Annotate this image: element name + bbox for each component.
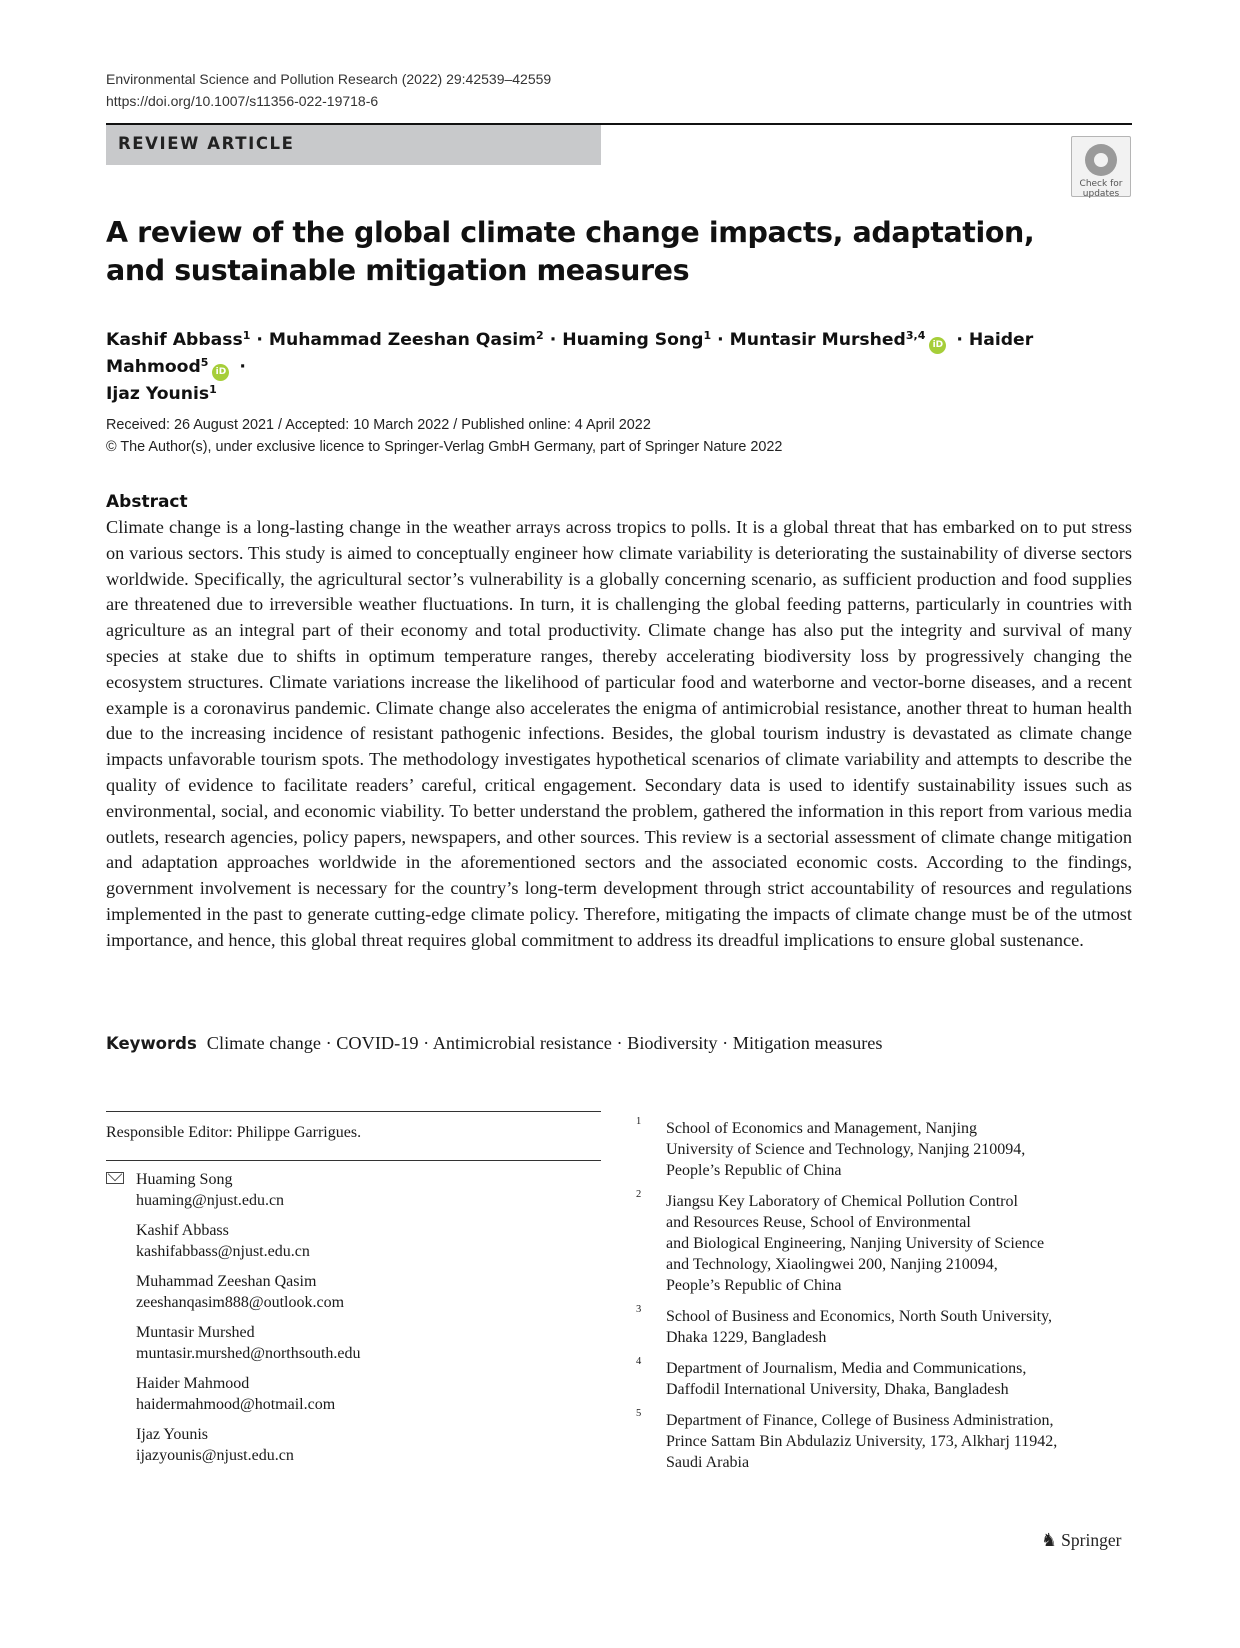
affiliation-number: 4 <box>636 1356 642 1367</box>
author-affiliation-sup: 3,4 <box>905 329 926 342</box>
doi-link[interactable]: https://doi.org/10.1007/s11356-022-19718-6 <box>106 93 379 109</box>
publisher-name: Springer <box>1061 1530 1122 1550</box>
author-list <box>106 327 1106 408</box>
contact-name: Muhammad Zeeshan Qasim <box>136 1273 317 1290</box>
contact-entry <box>136 1271 361 1313</box>
journal-header <box>106 68 551 112</box>
orcid-icon[interactable]: iD <box>929 337 946 354</box>
contact-entry <box>136 1373 361 1415</box>
affiliation-number: 1 <box>636 1116 642 1127</box>
contact-entry <box>136 1424 361 1466</box>
keywords-list: Climate change · COVID-19 · Antimicrobial resistance · Biodiversity · Mitigation measures <box>206 1033 883 1053</box>
contact-name: Muntasir Murshed <box>136 1324 255 1341</box>
affiliation-line: Department of Journalism, Media and Communications, <box>666 1360 1027 1377</box>
contact-list <box>136 1169 361 1475</box>
footnote-rule-top <box>106 1111 601 1112</box>
copyright-notice: © The Author(s), under exclusive licence to Springer-Verlag GmbH Germany, part of Springer Nature 2022 <box>106 439 783 455</box>
affiliation-line: and Technology, Xiaolingwei 200, Nanjing 210094, <box>666 1256 998 1273</box>
author-name[interactable]: Ijaz Younis <box>106 384 210 404</box>
affiliation-line: Daffodil International University, Dhaka, Bangladesh <box>666 1381 1009 1398</box>
contact-entry <box>136 1322 361 1364</box>
author-name[interactable]: Huaming Song <box>562 330 704 350</box>
affiliation-entry <box>636 1118 1116 1181</box>
affiliation-line: People’s Republic of China <box>666 1162 842 1179</box>
affiliation-entry <box>636 1410 1116 1473</box>
affiliation-line: Prince Sattam Bin Abdulaziz University, 173, Alkharj 11942, <box>666 1433 1058 1450</box>
affiliation-list <box>636 1118 1116 1483</box>
contact-name: Ijaz Younis <box>136 1426 209 1443</box>
check-updates-line2: updates <box>1082 189 1120 199</box>
contact-email[interactable]: haidermahmood@hotmail.com <box>136 1396 336 1413</box>
affiliation-number: 2 <box>636 1189 642 1200</box>
author-name[interactable]: Kashif Abbass <box>106 330 243 350</box>
affiliation-line: Jiangsu Key Laboratory of Chemical Pollution Control <box>666 1193 1018 1210</box>
title-line-2: and sustainable mitigation measures <box>106 254 690 287</box>
contact-email[interactable]: kashifabbass@njust.edu.cn <box>136 1243 310 1260</box>
responsible-editor: Responsible Editor: Philippe Garrigues. <box>106 1124 362 1141</box>
contact-entry <box>136 1169 361 1211</box>
article-type-label: REVIEW ARTICLE <box>118 134 295 153</box>
abstract-heading: Abstract <box>106 492 188 512</box>
author-name[interactable]: Muntasir Murshed <box>729 330 906 350</box>
author-separator: · <box>717 330 724 350</box>
author-affiliation-sup: 1 <box>703 329 712 342</box>
springer-horse-icon: ♞ <box>1041 1530 1058 1551</box>
check-for-updates-button[interactable] <box>1071 136 1131 197</box>
author-separator: · <box>239 357 246 377</box>
affiliation-entry <box>636 1358 1116 1400</box>
title-line-1: A review of the global climate change impacts, adaptation, <box>106 216 1035 249</box>
article-title <box>106 214 1046 290</box>
footnote-rule-bottom <box>106 1160 601 1161</box>
affiliation-entry <box>636 1306 1116 1348</box>
affiliation-line: Saudi Arabia <box>666 1454 750 1471</box>
contact-email[interactable]: zeeshanqasim888@outlook.com <box>136 1294 345 1311</box>
affiliation-entry <box>636 1191 1116 1296</box>
journal-citation: Environmental Science and Pollution Research (2022) 29:42539–42559 <box>106 71 552 87</box>
keywords-label: Keywords <box>106 1034 197 1053</box>
author-affiliation-sup: 5 <box>200 356 209 369</box>
contact-entry <box>136 1220 361 1262</box>
keywords <box>106 1030 883 1057</box>
affiliation-number: 3 <box>636 1304 642 1315</box>
check-updates-icon <box>1085 144 1117 176</box>
envelope-icon <box>106 1172 124 1184</box>
orcid-icon[interactable]: iD <box>212 364 229 381</box>
check-updates-line1: Check for <box>1079 179 1123 189</box>
author-name[interactable]: Muhammad Zeeshan Qasim <box>268 330 537 350</box>
author-affiliation-sup: 2 <box>536 329 544 342</box>
affiliation-line: People’s Republic of China <box>666 1277 842 1294</box>
affiliation-line: and Biological Engineering, Nanjing University of Science <box>666 1235 1045 1252</box>
contact-email[interactable]: huaming@njust.edu.cn <box>136 1192 285 1209</box>
author-separator: · <box>256 330 263 350</box>
author-separator: · <box>956 330 963 350</box>
author-separator: · <box>549 330 557 350</box>
abstract-text: Climate change is a long-lasting change in the weather arrays across tropics to polls. It is a global threat that has embarked on to put stress on various sectors. This study is aimed to conceptually engineer how climate variability is deteriorating the sustainability of diverse sectors worldwide. Specifically, the agricultural sector’s vulnerability is a globally concerning scenario, as sufficient production and food supplies are threatened due to irreversible weather fluctuations. In turn, it is challenging the global feeding patterns, particularly in countries with agriculture as an integral part of their economy and total productivity. Climate change has also put the integrity and survival of many species at stake due to shifts in optimum temperature ranges, thereby accelerating biodiversity loss by progressively changing the ecosystem structures. Climate variations increase the likelihood of particular food and waterborne and vector-borne diseases, and a recent example is a coronavirus pandemic. Climate change also accelerates the enigma of antimicrobial resistance, another threat to human health due to the increasing incidence of resistant pathogenic infections. Besides, the global tourism industry is devastated as climate change impacts unfavorable tourism spots. The methodology investigates hypothetical scenarios of climate variability and attempts to describe the quality of evidence to facilitate readers’ careful, critical engagement. Secondary data is used to identify sustainability issues such as environmental, social, and economic viability. To better understand the problem, gathered the information in this report from various media outlets, research agencies, policy papers, newspapers, and other sources. This review is a sectorial assessment of climate change mitigation and adaptation approaches worldwide in the aforementioned sectors and the associated economic costs. According to the findings, government involvement is necessary for the country’s long-term development through strict accountability of resources and regulations implemented in the past to generate cutting-edge climate policy. Therefore, mitigating the impacts of climate change must be of the utmost importance, and hence, this global threat requires global commitment to address its dreadful implications to ensure global sustenance. <box>106 517 1132 950</box>
author-affiliation-sup: 1 <box>242 329 251 342</box>
affiliation-line: and Resources Reuse, School of Environmental <box>666 1214 971 1231</box>
contact-name: Huaming Song <box>136 1171 233 1188</box>
publisher-logo <box>1041 1530 1121 1551</box>
contact-name: Kashif Abbass <box>136 1222 229 1239</box>
received-accepted-published: Received: 26 August 2021 / Accepted: 10 March 2022 / Published online: 4 April 2022 <box>106 417 651 433</box>
affiliation-line: Dhaka 1229, Bangladesh <box>666 1329 827 1346</box>
author-name[interactable]: Haider Mahmood <box>106 330 1034 377</box>
affiliation-number: 5 <box>636 1408 642 1419</box>
affiliation-line: Department of Finance, College of Business Administration, <box>666 1412 1054 1429</box>
contact-name: Haider Mahmood <box>136 1375 250 1392</box>
publication-dates <box>106 414 782 458</box>
affiliation-line: School of Economics and Management, Nanjing <box>666 1120 978 1137</box>
affiliation-line: University of Science and Technology, Nanjing 210094, <box>666 1141 1026 1158</box>
affiliation-line: School of Business and Economics, North South University, <box>666 1308 1053 1325</box>
contact-email[interactable]: muntasir.murshed@northsouth.edu <box>136 1345 361 1362</box>
contact-email[interactable]: ijazyounis@njust.edu.cn <box>136 1447 294 1464</box>
author-affiliation-sup: 1 <box>209 383 217 396</box>
